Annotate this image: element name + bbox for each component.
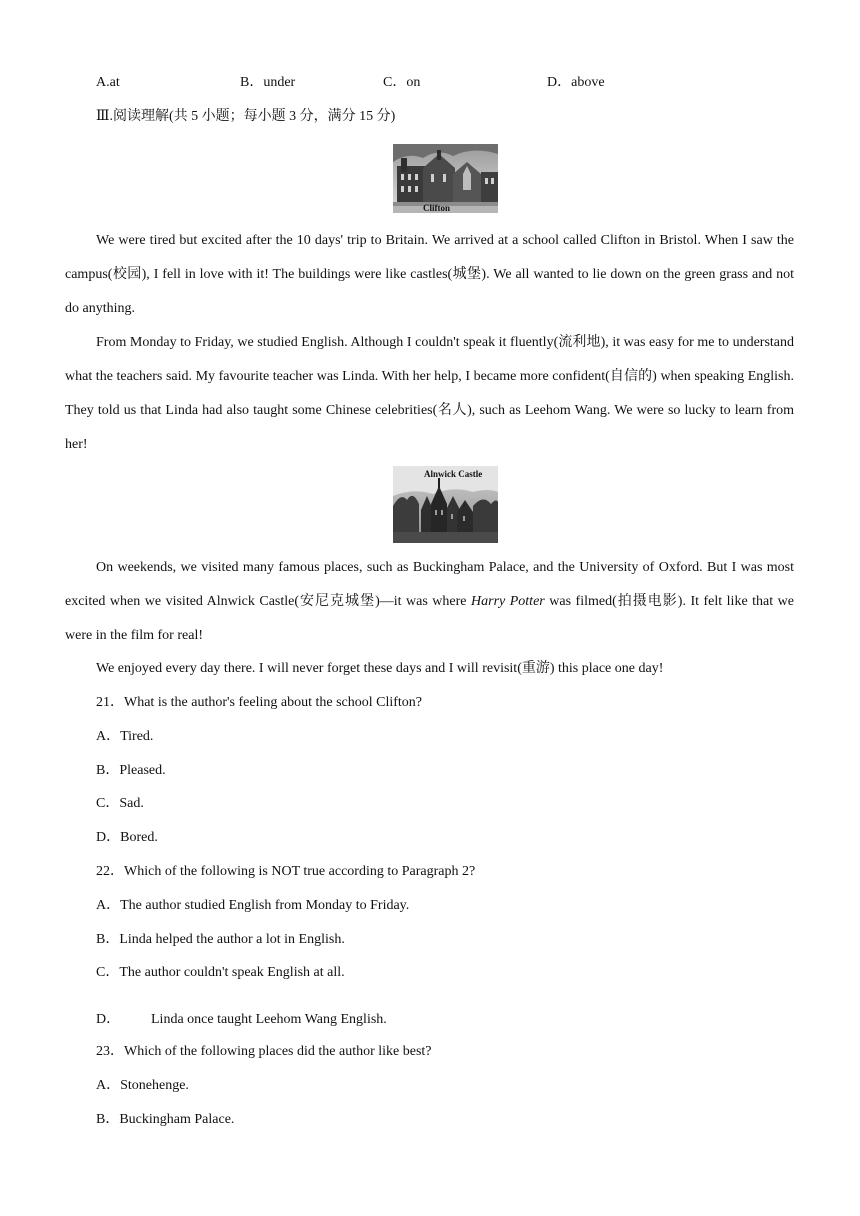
q20-option-b: B．under [240, 75, 296, 90]
q21-stem: 21．What is the author's feeling about the school Clifton? [96, 695, 423, 710]
q23-option-b: B．Buckingham Palace. [96, 1112, 235, 1127]
q22-option-a: A．The author studied English from Monday to Friday. [96, 898, 410, 913]
q23-stem: 23．Which of the following places did the author like best? [96, 1044, 432, 1059]
q20-option-d: D．above [547, 75, 605, 90]
paragraph-4: We enjoyed every day there. I will never forget these days and I will revisit(重游) this place one day! [96, 661, 664, 676]
paragraph-3-italic-title: Harry Potter [471, 594, 545, 609]
q21-option-d: D．Bored. [96, 830, 158, 845]
q22-stem: 22．Which of the following is NOT true according to Paragraph 2? [96, 864, 476, 879]
q20-option-a: A.at [96, 75, 120, 90]
q21-option-b: B．Pleased. [96, 763, 166, 778]
clifton-photo [393, 144, 498, 213]
q22-option-c: C．The author couldn't speak English at all. [96, 965, 345, 980]
section-heading: Ⅲ.阅读理解(共 5 小题；每小题 3 分，满分 15 分) [96, 109, 396, 124]
q22-option-d-letter: D． [96, 1012, 121, 1027]
q22-option-b: B．Linda helped the author a lot in English. [96, 932, 345, 947]
q20-option-c: C．on [383, 75, 421, 90]
paragraph-3 [65, 551, 794, 653]
q21-option-c: C．Sad. [96, 796, 144, 811]
q21-option-a: A．Tired. [96, 729, 154, 744]
alnwick-castle-photo [393, 466, 498, 543]
paragraph-3-part-1: On weekends, we visited many famous places, such as Buckingham Palace, and the University of Oxford. But I was most excited when we visited Alnwick Castle(安尼克城堡)—it was where [65, 560, 794, 609]
paragraph-1: We were tired but excited after the 10 days' trip to Britain. We arrived at a school called Clifton in Bristol. When I saw the campus(校园), I fell in love with it! The buildings were like castles(城堡). We all wanted to lie down on the green grass and not do anything. [65, 233, 794, 316]
q23-option-a: A．Stonehenge. [96, 1078, 189, 1093]
q22-option-d-text: Linda once taught Leehom Wang English. [151, 1012, 387, 1027]
clifton-caption: Clifton [423, 203, 450, 213]
alnwick-caption: Alnwick Castle [424, 469, 483, 479]
paragraph-2: From Monday to Friday, we studied English. Although I couldn't speak it fluently(流利地), it was easy for me to understand what the teachers said. My favourite teacher was Linda. With her help, I became more confident(自信的) when speaking English. They told us that Linda had also taught some Chinese celebrities(名人), such as Leehom Wang. We were so lucky to learn from her! [65, 335, 794, 452]
paragraph-3-part-2: was filmed(拍摄电影). It felt like that we were in the film for real! [65, 594, 794, 643]
